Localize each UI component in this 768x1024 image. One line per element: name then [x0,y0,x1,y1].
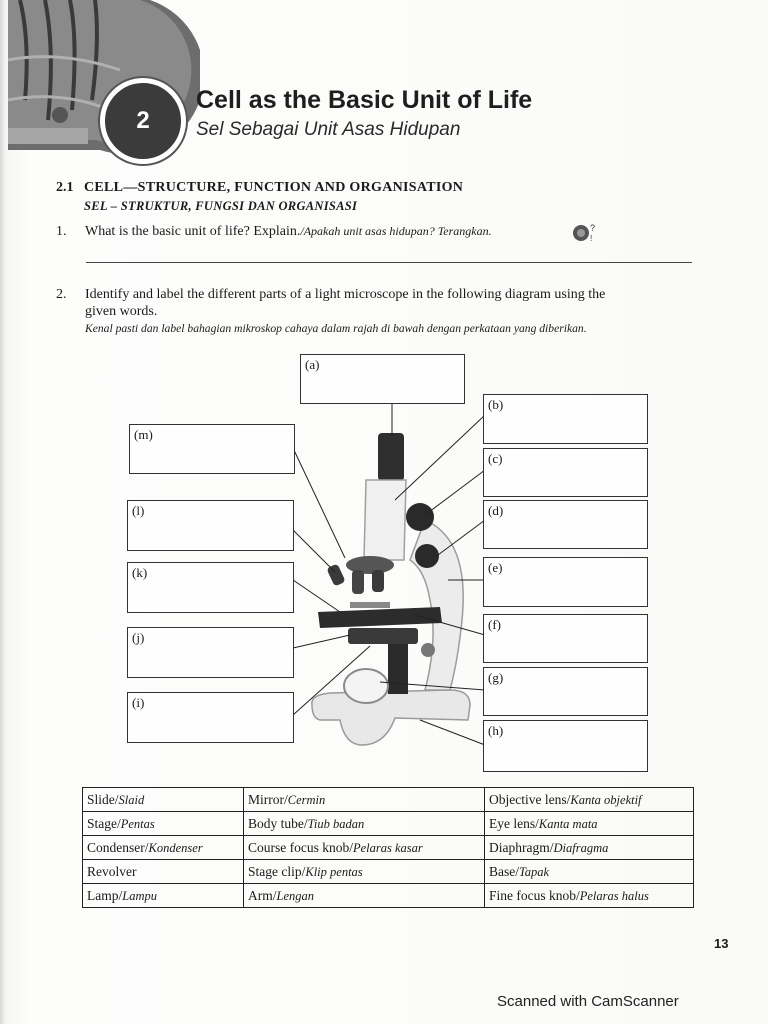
label-f: (f) [488,617,501,632]
word-malay: Lampu [122,888,157,903]
question-2-line-2: given words. [85,304,158,319]
word-english: Fine focus knob/ [489,887,580,903]
word-bank-row [83,788,694,812]
thinking-head-icon [571,221,597,245]
word-bank-cell [83,812,244,836]
label-h: (h) [488,723,504,738]
word-english: Objective lens/ [489,791,571,807]
section-number: 2.1 [56,180,74,195]
label-box-e[interactable] [483,557,648,607]
label-box-k[interactable] [127,562,294,613]
word-english: Body tube/ [248,815,308,831]
word-english: Stage/ [87,815,121,831]
word-english: Stage clip/ [248,863,306,879]
label-e: (e) [488,560,503,575]
label-i: (i) [132,695,145,710]
word-english: Mirror/ [248,791,288,807]
word-bank-row [83,812,694,836]
word-malay: Tapak [519,864,550,879]
word-bank-cell [485,884,694,908]
word-english: Revolver [87,863,137,879]
label-g: (g) [488,670,504,685]
word-bank-cell [83,884,244,908]
label-m: (m) [134,427,153,442]
word-malay: Tiub badan [307,816,365,831]
word-bank-cell [83,788,244,812]
label-j: (j) [132,630,145,645]
word-bank-cell [83,836,244,860]
label-box-g[interactable] [483,667,648,716]
word-bank-cell [485,812,694,836]
answer-line[interactable] [86,262,692,263]
question-2-malay: Kenal pasti dan label bahagian mikroskop cahaya dalam rajah di bawah dengan perkataan yang diberikan. [85,322,587,335]
word-bank-table [82,787,694,908]
chapter-title: Cell as the Basic Unit of Life [196,86,533,114]
label-box-l[interactable] [127,500,294,551]
question-1-malay: /Apakah unit asas hidupan? Terangkan. [300,224,492,238]
word-malay: Kondenser [148,840,203,855]
word-malay: Pelaras halus [579,888,649,903]
label-box-j[interactable] [127,627,294,678]
label-box-f[interactable] [483,614,648,663]
label-box-c[interactable] [483,448,648,497]
word-malay: Pelaras kasar [353,840,423,855]
label-b: (b) [488,397,504,412]
label-a: (a) [305,357,320,372]
word-english: Eye lens/ [489,815,539,831]
scanner-watermark: Scanned with CamScanner [497,993,679,1010]
word-malay: Cermin [287,792,326,807]
word-bank-cell [485,788,694,812]
question-1-number: 1. [56,224,67,239]
word-bank-cell [244,884,485,908]
label-box-a[interactable] [300,354,465,404]
question-2-number: 2. [56,287,67,302]
section-title: CELL—STRUCTURE, FUNCTION AND ORGANISATION [84,180,464,195]
word-bank-row [83,884,694,908]
word-malay: Pentas [120,816,155,831]
word-bank-cell [244,860,485,884]
word-malay: Kanta mata [538,816,598,831]
page-number: 13 [714,936,729,951]
word-malay: Slaid [118,792,145,807]
word-bank-cell [244,812,485,836]
question-1-text [85,224,492,240]
question-2-line-1: Identify and label the different parts of a light microscope in the following diagram using the [85,287,606,302]
word-english: Base/ [489,863,519,879]
svg-text:?: ? [590,223,596,233]
word-bank-cell [244,836,485,860]
svg-text:!: ! [590,234,593,243]
chapter-subtitle: Sel Sebagai Unit Asas Hidupan [196,119,461,140]
word-bank-cell [244,788,485,812]
section-subtitle: SEL – STRUKTUR, FUNGSI DAN ORGANISASI [84,199,358,213]
question-1-english: What is the basic unit of life? Explain. [85,224,301,239]
label-l: (l) [132,503,145,518]
label-d: (d) [488,503,504,518]
label-box-d[interactable] [483,500,648,549]
word-english: Arm/ [248,887,277,903]
label-k: (k) [132,565,148,580]
word-bank-row [83,836,694,860]
word-malay: Diafragma [553,840,609,855]
chapter-number-badge: 2 [100,78,186,164]
word-malay: Klip pentas [305,864,363,879]
word-malay: Kanta objektif [570,792,642,807]
label-c: (c) [488,451,503,466]
word-bank-row [83,860,694,884]
word-english: Condenser/ [87,839,149,855]
word-bank-cell [83,860,244,884]
word-malay: Lengan [276,888,314,903]
word-english: Course focus knob/ [248,839,353,855]
word-bank-cell [485,860,694,884]
word-english: Diaphragm/ [489,839,554,855]
label-box-b[interactable] [483,394,648,444]
word-english: Lamp/ [87,887,123,903]
label-box-i[interactable] [127,692,294,743]
label-box-h[interactable] [483,720,648,772]
label-box-m[interactable] [129,424,295,474]
word-bank-cell [485,836,694,860]
word-english: Slide/ [87,791,119,807]
